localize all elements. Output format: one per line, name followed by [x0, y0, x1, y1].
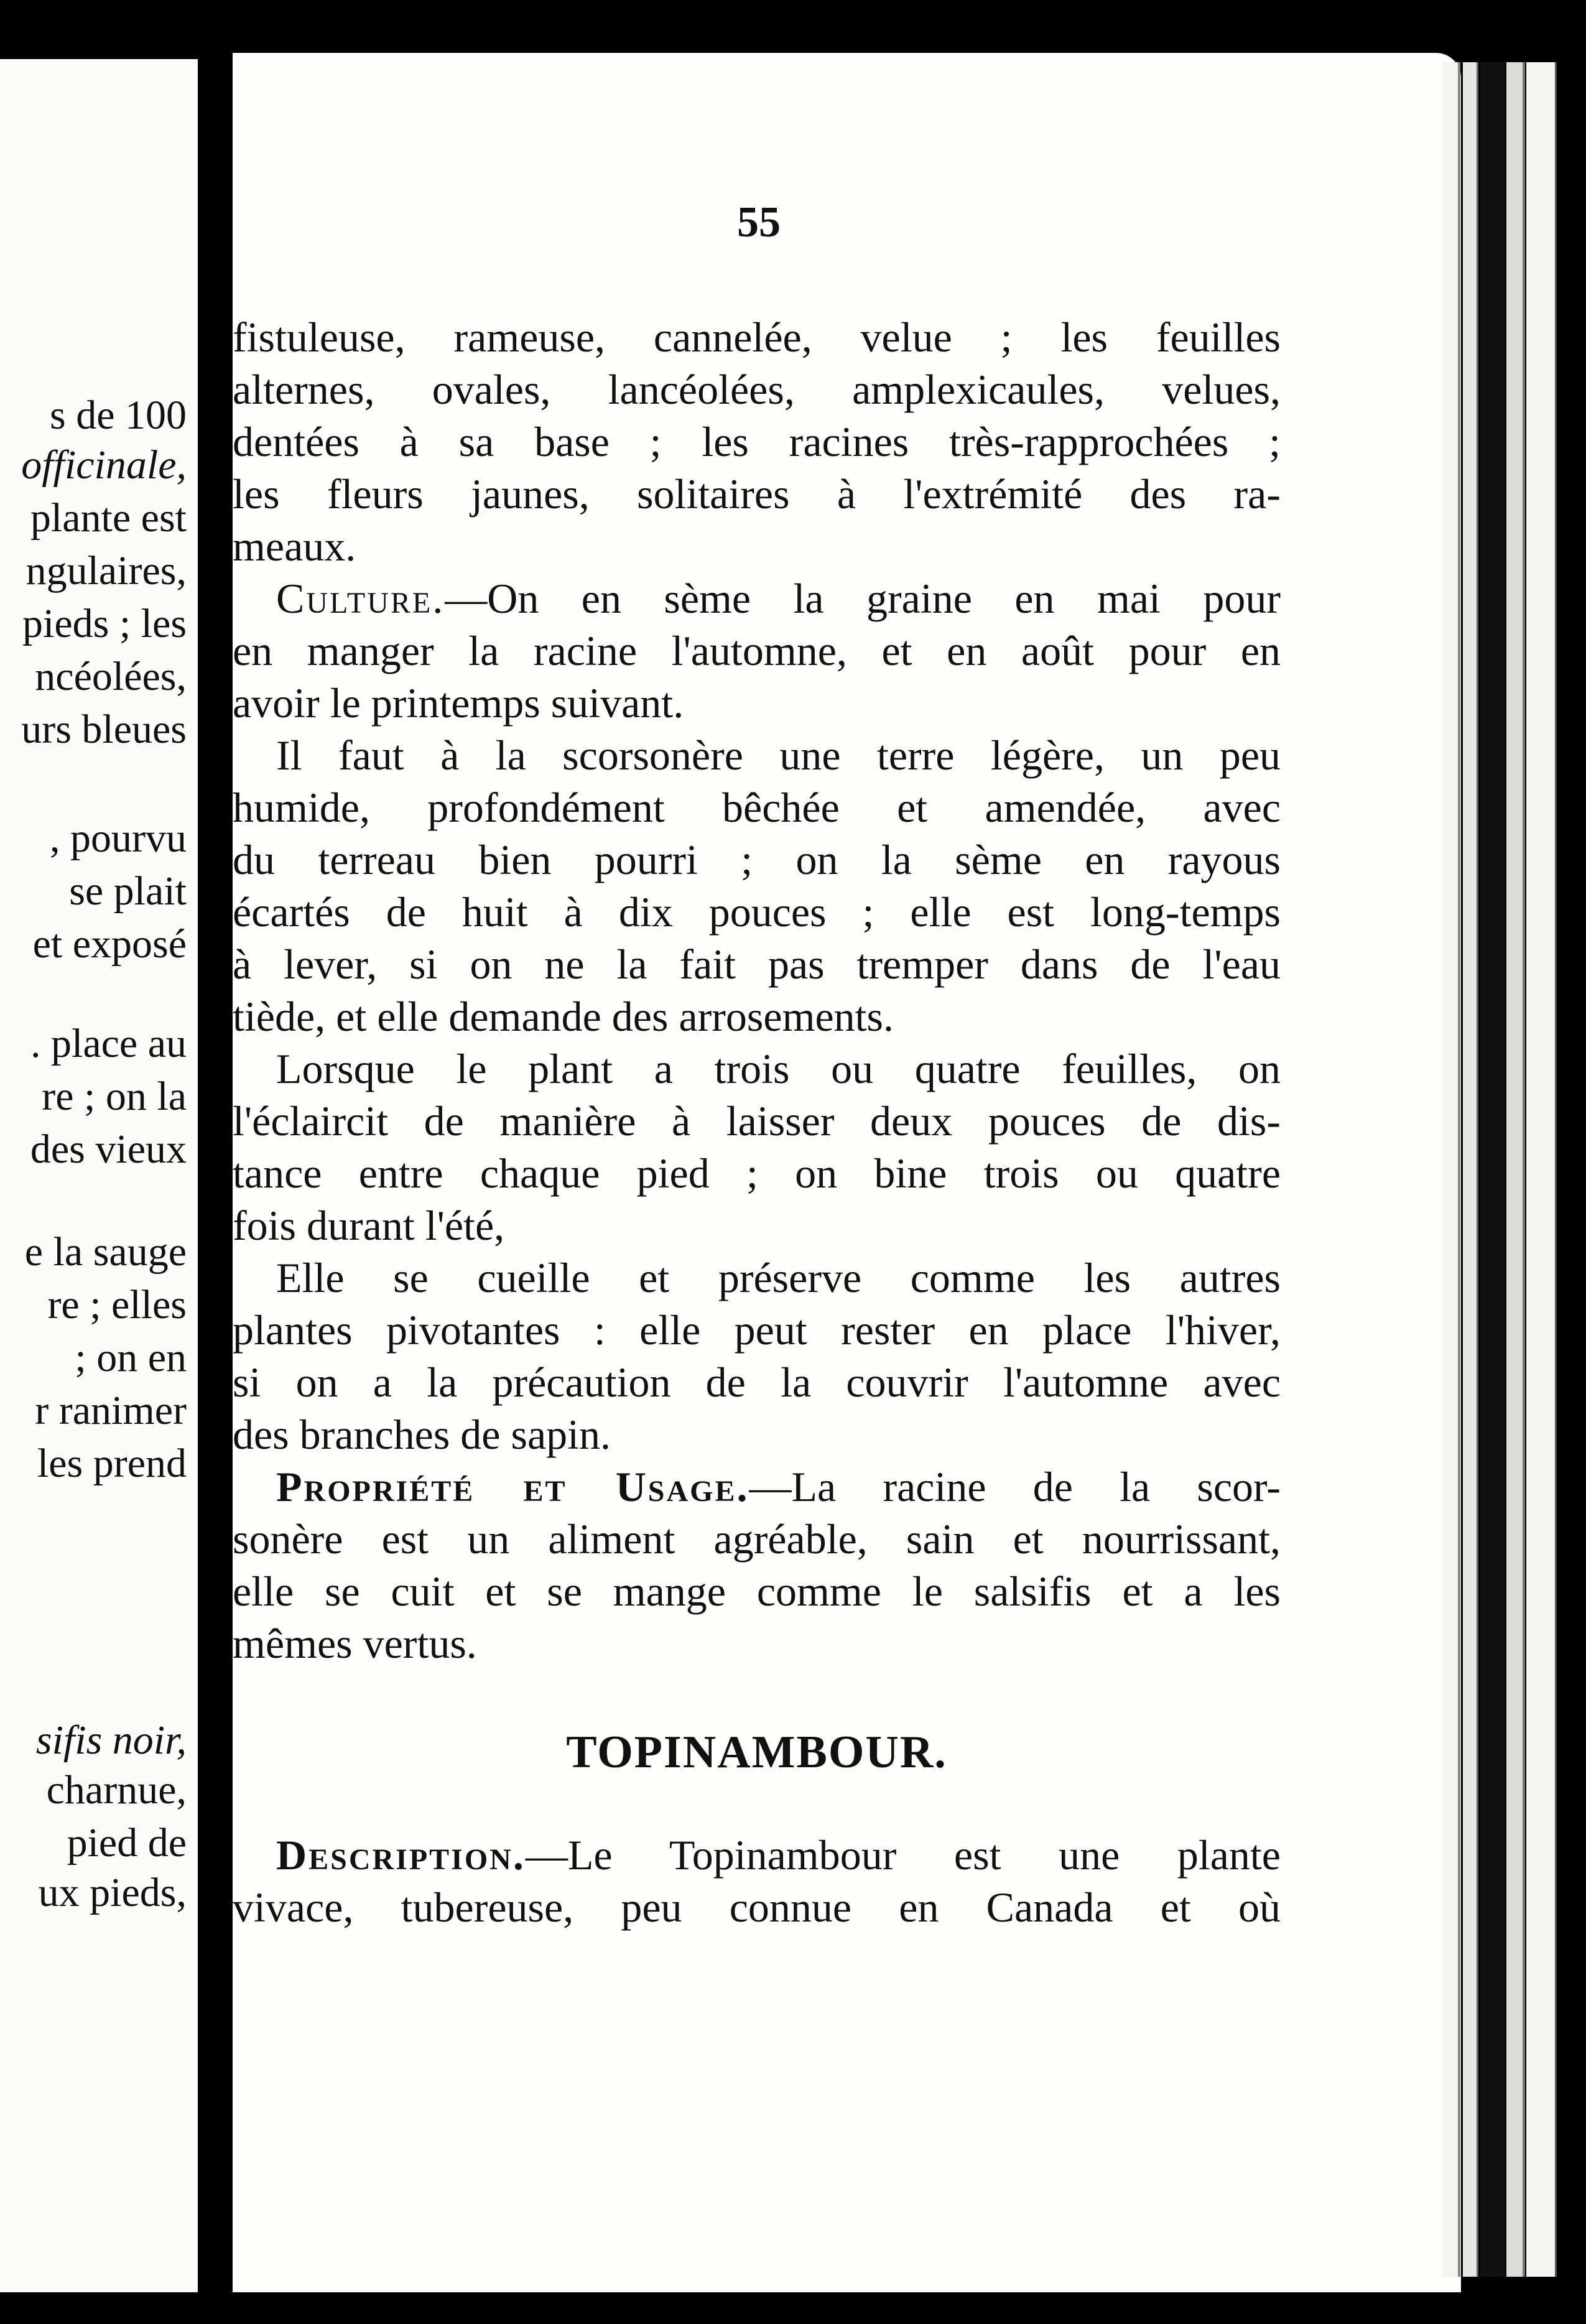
body-line: écartés de huit à dix pouces ; elle est long-temps: [233, 888, 1281, 936]
body-line: des branches de sapin.: [233, 1411, 611, 1458]
page-edges: [1442, 62, 1566, 2277]
previous-page-fragment: [0, 59, 198, 2292]
previous-page-line: r ranimer: [35, 1388, 187, 1433]
previous-page-line: e la sauge: [24, 1229, 187, 1275]
previous-page-line: charnue,: [46, 1767, 187, 1813]
culture-line: [233, 572, 1281, 625]
body-line: elle se cuit et se mange comme le salsifis et a les: [233, 1568, 1281, 1615]
culture-text: —On en sème la graine en mai pour: [445, 575, 1281, 622]
previous-page-line: plante est: [30, 495, 187, 541]
body-line: en manger la racine l'automne, et en août pour en: [233, 627, 1281, 674]
body-line: si on a la précaution de la couvrir l'automne avec: [233, 1359, 1281, 1406]
section-heading: TOPINAMBOUR.: [566, 1727, 947, 1778]
body-line: du terreau bien pourri ; on la sème en rayous: [233, 836, 1281, 883]
body-line: Elle se cueille et préserve comme les autres: [276, 1254, 1281, 1301]
book-gutter: [198, 0, 233, 2324]
body-line: tance entre chaque pied ; on bine trois ou quatre: [233, 1150, 1281, 1197]
previous-page-line: pieds ; les: [22, 601, 187, 646]
body-line: alternes, ovales, lancéolées, amplexicaules, velues,: [233, 366, 1281, 413]
previous-page-line: ux pieds,: [38, 1870, 187, 1915]
body-line: sonère est un aliment agréable, sain et nourrissant,: [233, 1515, 1281, 1563]
body-line: mêmes vertus.: [233, 1620, 477, 1667]
body-line: fistuleuse, rameuse, cannelée, velue ; les feuilles: [233, 314, 1281, 361]
body-line: l'éclaircit de manière à laisser deux pouces de dis-: [233, 1097, 1281, 1145]
body-line: à lever, si on ne la fait pas tremper dans de l'eau: [233, 941, 1281, 988]
previous-page-line: et exposé: [32, 921, 187, 967]
previous-page-line: ngulaires,: [26, 548, 187, 593]
previous-page-line: pied de: [67, 1820, 187, 1866]
property-line: [233, 1461, 1281, 1513]
description-text: —Le Topinambour est une plante: [525, 1831, 1281, 1879]
property-text: —La racine de la scor-: [749, 1463, 1281, 1510]
previous-page-line: urs bleues: [21, 707, 187, 752]
previous-page-line: . place au: [30, 1021, 187, 1066]
previous-page-line: sifis noir,: [35, 1717, 187, 1763]
description-label: Description.: [276, 1831, 526, 1879]
previous-page-line: re ; elles: [47, 1282, 187, 1327]
body-line: fois durant l'été,: [233, 1202, 505, 1249]
body-line: plantes pivotantes : elle peut rester en place l'hiver,: [233, 1306, 1281, 1354]
body-line: meaux.: [233, 523, 356, 570]
culture-label: Culture.: [276, 575, 445, 622]
body-line: Lorsque le plant a trois ou quatre feuilles, on: [276, 1045, 1281, 1092]
previous-page-line: , pourvu: [50, 816, 187, 861]
previous-page-line: re ; on la: [42, 1074, 187, 1119]
body-line: vivace, tubereuse, peu connue en Canada et où: [233, 1884, 1281, 1931]
body-line: humide, profondément bêchée et amendée, avec: [233, 784, 1281, 831]
body-line: dentées à sa base ; les racines très-rapprochées ;: [233, 418, 1281, 465]
previous-page-line: officinale,: [21, 442, 187, 488]
body-line: avoir le printemps suivant.: [233, 679, 684, 727]
previous-page-line: se plait: [69, 868, 187, 914]
previous-page-line: s de 100: [50, 393, 187, 438]
previous-page-line: les prend: [37, 1441, 187, 1486]
previous-page-line: ncéolées,: [35, 654, 187, 699]
page-number: 55: [737, 198, 781, 246]
previous-page-line: des vieux: [30, 1127, 187, 1172]
body-line: Il faut à la scorsonère une terre légère, un peu: [276, 732, 1281, 779]
description-line: [233, 1829, 1281, 1881]
property-label: Propriété et Usage.: [276, 1463, 749, 1510]
body-line: tiède, et elle demande des arrosements.: [233, 993, 894, 1040]
previous-page-line: ; on en: [75, 1335, 187, 1380]
body-line: les fleurs jaunes, solitaires à l'extrémité des ra-: [233, 470, 1281, 518]
